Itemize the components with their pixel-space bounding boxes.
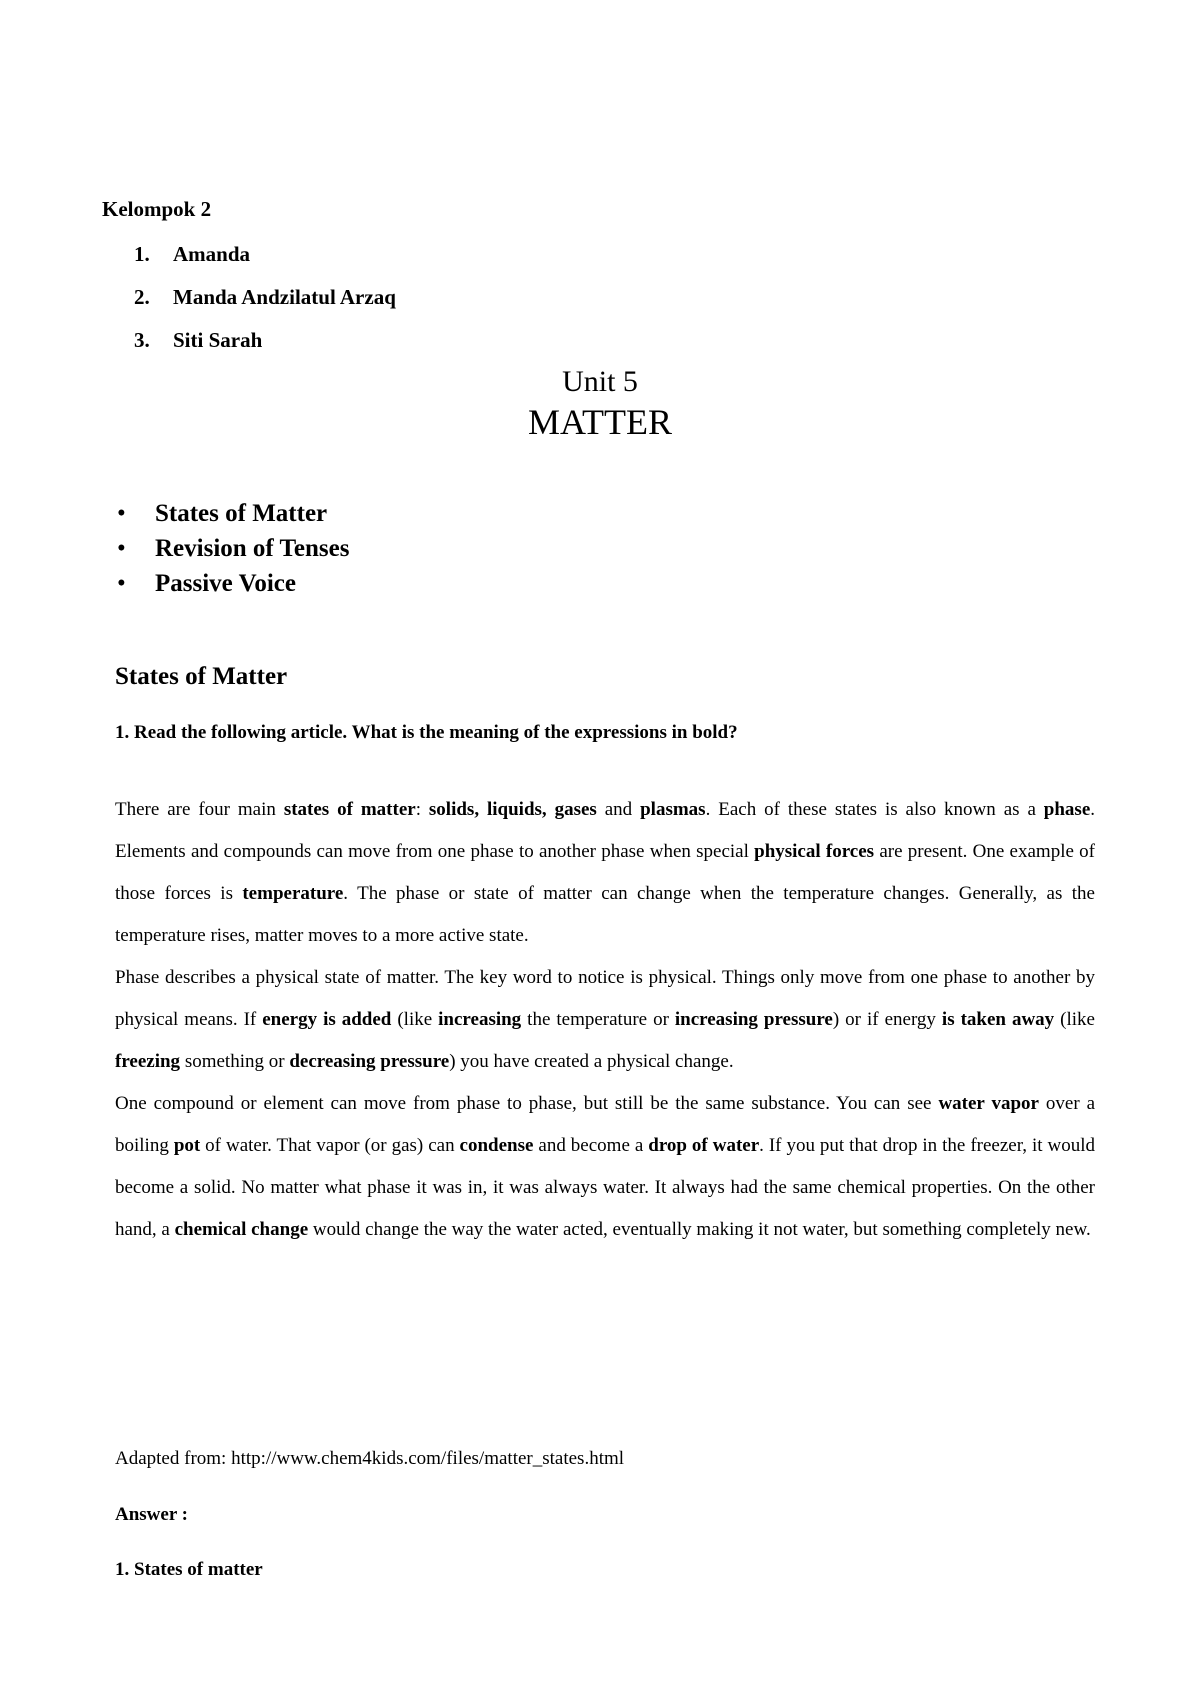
bold-term: plasmas	[640, 799, 706, 820]
answer-item: 1. States of matter	[115, 1559, 263, 1580]
bold-term: water vapor	[938, 1093, 1039, 1114]
bullet-icon: •	[117, 535, 126, 562]
article-paragraph: One compound or element can move from phase to phase, but still be the same substance. You can see water vapor over a boiling pot of water. That vapor (or gas) can condense and become a drop of water. If you put that drop in the freezer, it would become a solid. No matter what phase it was in, it was always water. It always had the same chemical properties. On the other hand, a chemical change would change the way the water acted, eventually making it not water, but something completely new.	[115, 1093, 1096, 1240]
member-list	[134, 241, 396, 370]
topic-item	[117, 569, 349, 604]
member-number: 3.	[134, 328, 150, 352]
bold-term: states of matter	[283, 799, 416, 820]
bold-term: pot	[173, 1135, 201, 1156]
article-paragraph: Phase describes a physical state of matter. The key word to notice is physical. Things only move from one phase to another by physical means. If energy is added (like increasing the temperature or increasing pressure) or if energy is taken away (like freezing something or decreasing pressure) you have created a physical change.	[115, 967, 1095, 1072]
bold-term: drop of water	[648, 1135, 760, 1156]
bold-term: increasing pressure	[674, 1009, 833, 1030]
member-number: 2.	[134, 285, 150, 309]
bold-term: temperature	[242, 883, 344, 904]
topic-list	[117, 499, 349, 604]
topic-item	[117, 499, 349, 534]
topic-label: Passive Voice	[155, 570, 296, 597]
bold-term: energy is added	[262, 1009, 392, 1030]
bold-term: decreasing pressure	[289, 1051, 450, 1072]
topic-label: States of Matter	[155, 500, 328, 527]
bold-term: physical forces	[754, 841, 875, 862]
member-name: Manda Andzilatul Arzaq	[173, 285, 396, 309]
article-paragraph: There are four main states of matter: solids, liquids, gases and plasmas. Each of these states is also known as a phase. Elements and compounds can move from one phase to another phase when special physical forces are present. One example of those forces is temperature. The phase or state of matter can change when the temperature changes. Generally, as the temperature rises, matter moves to a more active state.	[115, 799, 1096, 946]
bold-term: increasing	[438, 1009, 522, 1030]
bold-term: is taken away	[941, 1009, 1055, 1030]
bold-term: phase	[1043, 799, 1091, 820]
bold-term: freezing	[115, 1051, 181, 1072]
member-item	[134, 241, 396, 284]
bullet-icon: •	[117, 500, 126, 527]
bold-term: chemical change	[174, 1219, 309, 1240]
member-item	[134, 284, 396, 327]
member-name: Amanda	[173, 242, 251, 266]
source-citation: Adapted from: http://www.chem4kids.com/files/matter_states.html	[115, 1448, 625, 1469]
section-heading: States of Matter	[115, 663, 288, 690]
page-title: MATTER	[528, 402, 672, 442]
group-label: Kelompok 2	[102, 197, 212, 221]
bold-term: solids, liquids, gases	[428, 799, 597, 820]
bold-term: condense	[459, 1135, 534, 1156]
topic-label: Revision of Tenses	[155, 535, 350, 562]
member-number: 1.	[134, 242, 150, 266]
topic-item	[117, 534, 349, 569]
question-text: 1. Read the following article. What is the meaning of the expressions in bold?	[115, 722, 738, 743]
answer-label: Answer :	[115, 1504, 189, 1525]
member-name: Siti Sarah	[173, 328, 263, 352]
article-body	[115, 789, 1095, 1251]
unit-number: Unit 5	[562, 365, 638, 398]
bullet-icon: •	[117, 570, 126, 597]
